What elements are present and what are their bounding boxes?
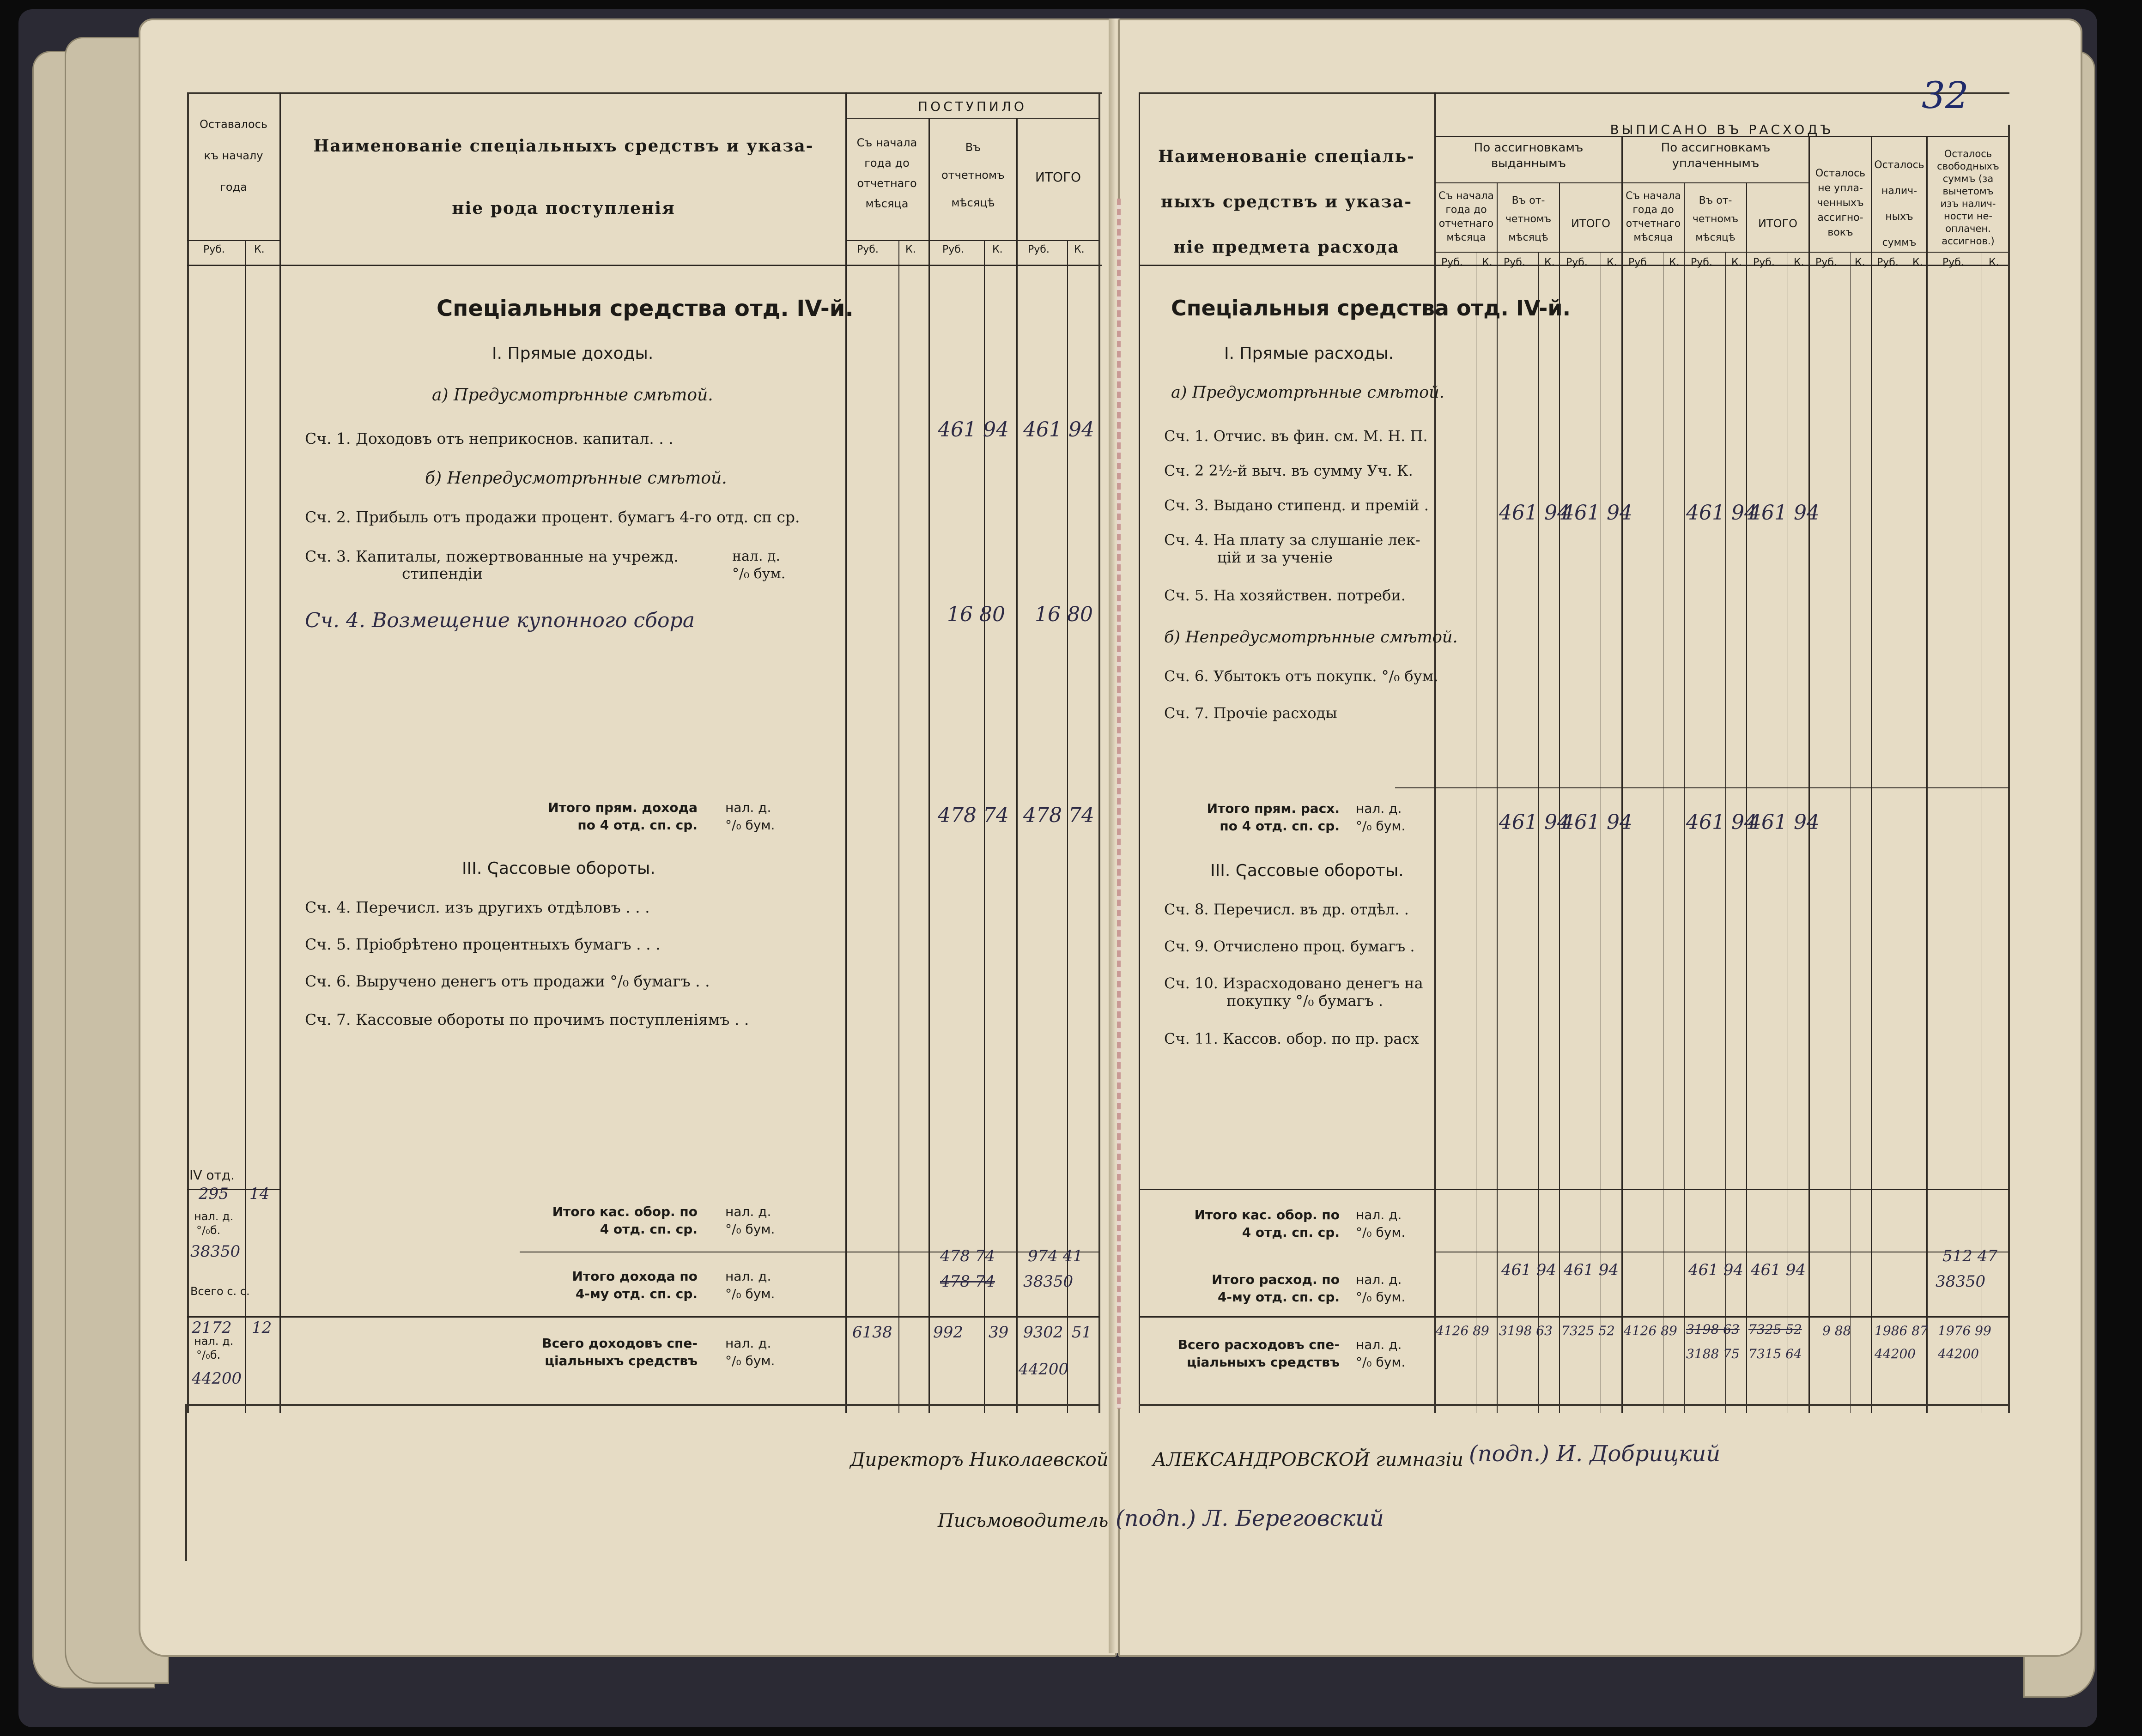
left-vsego-doh: Всего доходовъ спе- ціальныхъ средствъ: [542, 1336, 698, 1368]
left-section-title: Спеціальныя средства отд. IV-й.: [437, 296, 854, 321]
hw-left-vs-a: 6138: [852, 1323, 892, 1342]
received-header: ПОСТУПИЛО: [918, 99, 1027, 114]
hw-right-r3-c: 461 94: [1686, 501, 1757, 525]
col-remained-header: Оставалось къ началу года: [200, 118, 267, 194]
right-section-title: Спеціальныя средства отд. IV-й.: [1171, 296, 1571, 321]
clerk-signature: (подп.) Л. Береговский: [1116, 1506, 1384, 1531]
right-vsego-ras: Всего расходовъ спе- ціальныхъ средствъ: [1177, 1337, 1340, 1370]
hw-left-r4-total: 16 80: [1035, 603, 1093, 626]
left-row-6: Сч. 5. Пріобрѣтено процентныхъ бумагъ . . .: [305, 935, 661, 953]
right-row-3: Сч. 3. Выдано стипенд. и премій .: [1164, 496, 1429, 514]
hw-right-vs-f: 7325 52: [1748, 1322, 1802, 1337]
side-nal-2: нал. д.: [194, 1335, 234, 1348]
left-row-2: Сч. 2. Прибыль отъ продажи процент. бумагъ 4-го отд. сп ср.: [305, 508, 800, 526]
kop-1: К.: [905, 244, 916, 255]
hw-left-itogo-current: 478 74: [938, 804, 1009, 827]
hw-left-itogo-total: 478 74: [1023, 804, 1094, 827]
hw-left-vs-e: 51: [1072, 1323, 1092, 1342]
left-name-header-1: Наименованіе спеціальныхъ средствъ и указа-: [313, 136, 814, 156]
kop-3: К.: [1074, 244, 1085, 255]
hw-left-vs-f: 44200: [1019, 1360, 1069, 1379]
left-cash-turnover: III. Ҁассовые обороты.: [462, 859, 655, 878]
hw-right-vs-j: 1986 87: [1875, 1323, 1928, 1338]
r-free: Осталось свободныхъ суммъ (за вычетомъ изъ налич- ности не- оплачен. ассигнов.): [1937, 148, 1999, 247]
hw-left-r1-total: 461 94: [1023, 418, 1094, 442]
right-itogo-kas-units: нал. д. °/₀ бум.: [1356, 1207, 1406, 1240]
hw-right-ras-d: 461 94: [1751, 1261, 1806, 1279]
left-row-3b: стипендіи: [402, 564, 483, 582]
hw-right-it-c: 461 94: [1686, 811, 1757, 834]
left-row-5: Сч. 4. Перечисл. изъ другихъ отдѣловъ . . .: [305, 898, 650, 916]
right-row-1: Сч. 1. Отчис. въ фин. см. М. Н. П.: [1164, 427, 1428, 445]
binding-thread: [1117, 199, 1121, 1409]
hw-right-it-d: 461 94: [1748, 811, 1820, 834]
right-row-11: Сч. 11. Кассов. обор. по пр. расх: [1164, 1030, 1419, 1047]
right-foreseen: а) Предусмотрѣнные смѣтой.: [1171, 383, 1444, 402]
rub-3: Руб.: [1028, 244, 1050, 255]
hw-right-it-a: 461 94: [1499, 811, 1570, 834]
hw-right-vs-c: 7325 52: [1561, 1323, 1615, 1338]
left-row-4-handwritten: Сч. 4. Возмещение купонного сбора: [305, 609, 695, 632]
hw-left-r4-current: 16 80: [947, 603, 1005, 626]
right-row-6: Сч. 6. Убытокъ отъ покупк. °/₀ бум.: [1164, 667, 1438, 685]
r-since-1: Съ начала года до отчетнаго мѣсяца: [1438, 190, 1494, 243]
hw-side-1: 295: [199, 1185, 229, 1203]
hw-right-vs-k: 44200: [1875, 1346, 1916, 1361]
hw-right-vs-m: 44200: [1938, 1346, 1979, 1361]
right-row-10b: покупку °/₀ бумагъ .: [1226, 992, 1384, 1010]
left-name-header-2: ніе рода поступленія: [452, 199, 675, 218]
rub-2: Руб.: [942, 244, 964, 255]
right-unforeseen: б) Непредусмотрѣнные смѣтой.: [1164, 628, 1458, 647]
side-iv-otd: IV отд.: [189, 1167, 235, 1183]
director-label: Директоръ Николаевской: [850, 1449, 1109, 1470]
right-itogo-kas: Итого кас. обор. по 4 отд. сп. ср.: [1194, 1207, 1340, 1240]
hw-left-vs-b: 992: [933, 1323, 963, 1342]
hw-left-doh-c: 974 41: [1028, 1247, 1083, 1265]
remained-kop: К.: [254, 244, 265, 255]
assign-paid-header: По ассигновкамъ уплаченнымъ: [1661, 141, 1771, 170]
remained-rub: Руб.: [203, 244, 225, 255]
hw-right-vs-e: 3198 63: [1686, 1322, 1740, 1337]
hw-right-vs-b: 3198 63: [1499, 1323, 1553, 1338]
right-itogo-pryam-units: нал. д. °/₀ бум.: [1356, 801, 1406, 834]
hw-left-vs-d: 9302: [1023, 1323, 1063, 1342]
left-itogo-kas: Итого кас. обор. по 4 отд. сп. ср.: [552, 1204, 698, 1237]
rub-1: Руб.: [857, 244, 879, 255]
kop-2: К.: [992, 244, 1003, 255]
hw-left-r1-current: 461 94: [938, 418, 1009, 442]
r-since-2: Съ начала года до отчетнаго мѣсяца: [1626, 190, 1681, 243]
left-itogo-doh-units: нал. д. °/₀ бум.: [725, 1269, 775, 1301]
right-row-2: Сч. 2 2½-й выч. въ сумму Уч. К.: [1164, 462, 1413, 479]
right-row-8: Сч. 8. Перечисл. въ др. отдѣл. .: [1164, 901, 1409, 918]
hw-right-vs-h: 7315 64: [1748, 1346, 1802, 1361]
hw-side-3: 2172: [192, 1319, 232, 1337]
right-direct-expenses: I. Прямые расходы.: [1224, 344, 1394, 363]
hw-left-doh-b: 478 74: [940, 1272, 995, 1291]
left-itogo-pryam-units: нал. д. °/₀ бум.: [725, 800, 775, 833]
hw-right-vs-i: 9 88: [1822, 1323, 1851, 1338]
left-row-3a: Сч. 3. Капиталы, пожертвованные на учрежд.: [305, 547, 679, 565]
side-vsego: Всего с. с.: [190, 1285, 250, 1298]
left-itogo-doh: Итого дохода по 4-му отд. сп. ср.: [572, 1269, 698, 1301]
left-row-1: Сч. 1. Доходовъ отъ неприкоснов. капитал. . .: [305, 429, 674, 448]
hw-right-ras-f: 38350: [1936, 1272, 1986, 1291]
right-name-header: Наименованіе спеціаль- ныхъ средствъ и указа- ніе предмета расхода: [1158, 147, 1415, 257]
r-total-2: ИТОГО: [1758, 217, 1798, 230]
r-total-1: ИТОГО: [1571, 217, 1611, 230]
school-name: АЛЕКСАНДРОВСКОЙ гимназіи: [1153, 1449, 1463, 1470]
r-cur-1: Въ от- четномъ мѣсяцѣ: [1505, 195, 1552, 243]
hw-right-ras-a: 461 94: [1501, 1261, 1556, 1279]
left-row-3-nal: нал. д.: [732, 548, 781, 564]
r-unpaid: Осталось не упла- ченныхъ ассигно- вокъ: [1815, 168, 1866, 238]
left-direct-income: I. Прямые доходы.: [492, 344, 654, 363]
hw-right-r3-d: 461 94: [1748, 501, 1820, 525]
left-row-8: Сч. 7. Кассовые обороты по прочимъ поступленіямъ . .: [305, 1010, 749, 1028]
right-row-4a: Сч. 4. На плату за слушаніе лек-: [1164, 531, 1420, 549]
hw-side-4: 44200: [192, 1369, 242, 1388]
hw-left-doh-d: 38350: [1023, 1272, 1074, 1291]
left-itogo-kas-units: нал. д. °/₀ бум.: [725, 1204, 775, 1237]
r-cash: Осталось налич- ныхъ суммъ: [1874, 159, 1924, 248]
clerk-label: Письмоводитель: [938, 1510, 1109, 1531]
right-row-5: Сч. 5. На хозяйствен. потреби.: [1164, 587, 1406, 604]
hw-right-vs-d: 4126 89: [1624, 1323, 1677, 1338]
left-vsego-doh-units: нал. д. °/₀ бум.: [725, 1336, 775, 1368]
hw-right-r3-a: 461 94: [1499, 501, 1570, 525]
right-itogo-pryam: Итого прям. расх. по 4 отд. сп. ср.: [1207, 801, 1340, 834]
right-row-10a: Сч. 10. Израсходовано денегъ на: [1164, 974, 1423, 992]
hw-right-ras-e: 512 47: [1942, 1247, 1997, 1265]
side-pct-2: °/₀б.: [196, 1349, 221, 1361]
col-since-start-header: Съ начала года до отчетнаго мѣсяца: [856, 136, 917, 210]
hw-right-ras-b: 461 94: [1564, 1261, 1619, 1279]
written-header: ВЫПИСАНО ВЪ РАСХОДЪ: [1610, 122, 1834, 137]
hw-left-doh-a: 478 74: [940, 1247, 995, 1265]
left-margin-rule: [185, 1404, 187, 1561]
left-row-7: Сч. 6. Выручено денегъ отъ продажи °/₀ бумагъ . .: [305, 972, 710, 990]
hw-right-vs-g: 3188 75: [1686, 1346, 1740, 1361]
side-pct: °/₀б.: [196, 1224, 221, 1237]
left-itogo-pryam: Итого прям. дохода по 4 отд. сп. ср.: [548, 800, 698, 833]
right-cash-turnover: III. Ҁассовые обороты.: [1210, 861, 1404, 880]
hw-right-vs-l: 1976 99: [1938, 1323, 1991, 1338]
hw-right-ras-c: 461 94: [1688, 1261, 1743, 1279]
right-row-7: Сч. 7. Прочіе расходы: [1164, 704, 1337, 722]
page-number: 32: [1922, 74, 1969, 117]
col-current-month-header: Въ отчетномъ мѣсяцѣ: [941, 141, 1005, 209]
left-unforeseen: б) Непредусмотрѣнные смѣтой.: [425, 469, 727, 488]
assign-issued-header: По ассигновкамъ выданнымъ: [1474, 141, 1584, 170]
left-foreseen: а) Предусмотрѣнные смѣтой.: [432, 386, 713, 405]
right-row-4b: цій и за ученіе: [1217, 549, 1333, 566]
hw-side-2: 38350: [190, 1242, 241, 1261]
hw-right-vs-a: 4126 89: [1436, 1323, 1489, 1338]
r-cur-2: Въ от- четномъ мѣсяцѣ: [1692, 195, 1739, 243]
hw-right-it-b: 461 94: [1561, 811, 1632, 834]
right-row-9: Сч. 9. Отчислено проц. бумагъ .: [1164, 938, 1415, 955]
left-row-3-pct: °/₀ бум.: [732, 566, 786, 582]
side-nal: нал. д.: [194, 1210, 234, 1223]
col-total-header: ИТОГО: [1035, 169, 1081, 185]
hw-right-r3-b: 461 94: [1561, 501, 1632, 525]
director-signature: (подп.) И. Добрицкий: [1469, 1441, 1721, 1467]
hw-side-3k: 12: [252, 1319, 272, 1337]
hw-left-vs-c: 39: [989, 1323, 1009, 1342]
hw-side-1k: 14: [249, 1185, 270, 1203]
right-itogo-ras-units: нал. д. °/₀ бум.: [1356, 1272, 1406, 1305]
right-vsego-ras-units: нал. д. °/₀ бум.: [1356, 1337, 1406, 1370]
right-itogo-ras: Итого расход. по 4-му отд. сп. ср.: [1212, 1272, 1340, 1305]
